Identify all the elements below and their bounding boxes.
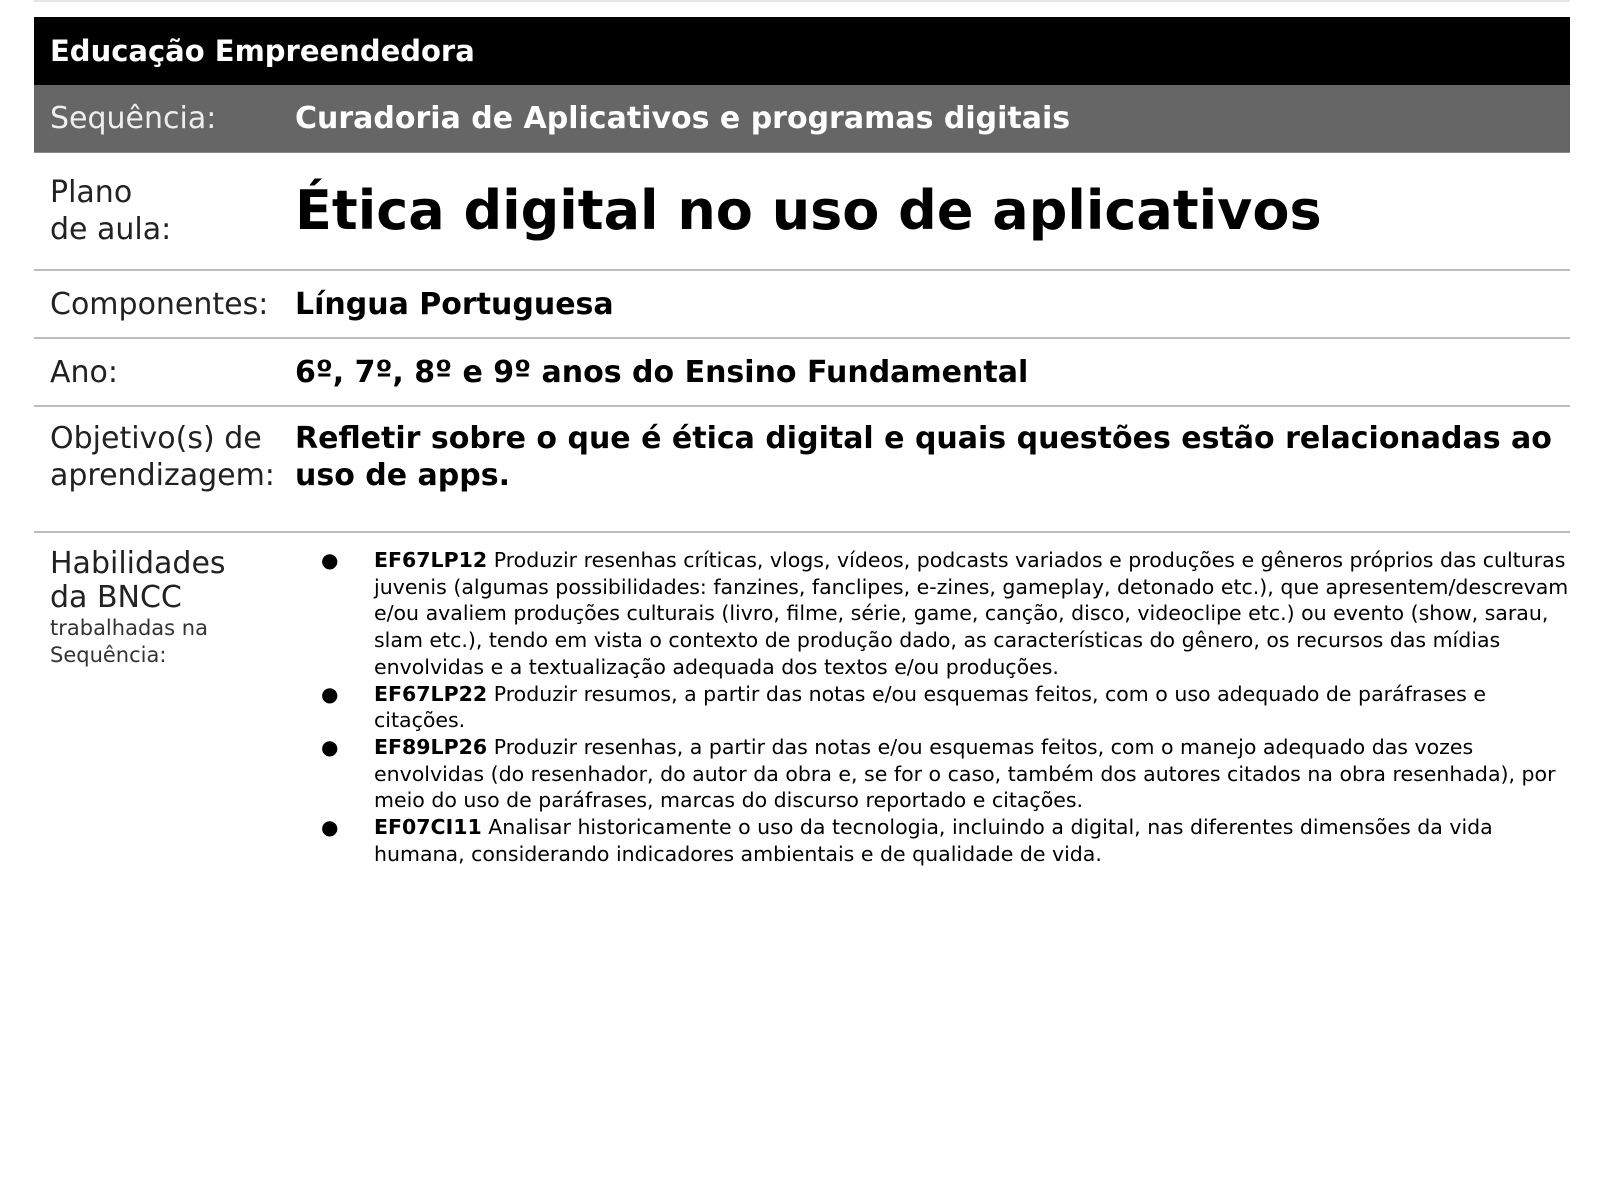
skill-text: Produzir resenhas, a partir das notas e/ou esquemas feitos, com o manejo adequado das vozes envolvidas (do resenhador, do autor da obra e, se for o caso, também dos autores citados na obra resenhada), por meio do uso de paráfrases, marcas do discurso reportado e citações. xyxy=(374,734,1556,813)
componentes-row xyxy=(34,271,1570,339)
skill-code: EF67LP22 xyxy=(374,681,488,706)
componentes-value: Língua Portuguesa xyxy=(295,286,614,322)
skill-item xyxy=(295,547,1570,681)
bullet-icon: ● xyxy=(321,681,339,706)
sequence-label: Sequência: xyxy=(50,101,217,136)
top-divider xyxy=(34,0,1570,2)
lesson-plan-sheet xyxy=(34,17,1570,867)
skill-item xyxy=(295,814,1570,867)
objetivos-label-line2: aprendizagem: xyxy=(50,458,275,493)
skill-item xyxy=(295,734,1570,814)
habilidades-label-line1: Habilidades xyxy=(50,546,226,581)
skill-code: EF89LP26 xyxy=(374,734,488,759)
sequence-value: Curadoria de Aplicativos e programas digitais xyxy=(295,101,1071,136)
skill-item xyxy=(295,681,1570,734)
plano-label xyxy=(34,174,295,248)
habilidades-label-line2: da BNCC xyxy=(50,580,182,615)
objetivos-row xyxy=(34,407,1570,533)
habilidades-label-line4: Sequência: xyxy=(50,643,167,667)
habilidades-label xyxy=(34,547,295,669)
ano-row xyxy=(34,339,1570,407)
skills-list xyxy=(295,547,1570,867)
plano-title: Ética digital no uso de aplicativos xyxy=(295,179,1322,242)
skill-text: Analisar historicamente o uso da tecnologia, incluindo a digital, nas diferentes dimensões da vida humana, considerando indicadores ambientais e de qualidade de vida. xyxy=(374,815,1493,866)
skill-text: Produzir resumos, a partir das notas e/ou esquemas feitos, com o uso adequado de paráfrases e citações. xyxy=(374,681,1486,733)
skill-text: Produzir resenhas críticas, vlogs, vídeos, podcasts variados e produções e gêneros próprios das culturas juvenis (algumas possibilidades: fanzines, fanclipes, e-zines, gameplay, detonado etc.), que apresentem/descrevam e/ou avaliem produções culturais (livro, filme, série, game, canção, disco, videoclipe etc.) ou evento (show, sarau, slam etc.), tendo em vista o contexto de produção dado, as características do gênero, os recursos das mídias envolvidas e a textualização adequada dos textos e/ou produções. xyxy=(374,548,1569,679)
skill-code: EF07CI11 xyxy=(374,815,482,840)
bullet-icon: ● xyxy=(321,815,339,840)
objetivos-label-line1: Objetivo(s) de xyxy=(50,421,262,456)
ano-value: 6º, 7º, 8º e 9º anos do Ensino Fundamental xyxy=(295,354,1029,390)
ano-label: Ano: xyxy=(50,354,118,390)
objetivos-value: Refletir sobre o que é ética digital e quais questões estão relacionadas ao uso de apps. xyxy=(295,421,1552,493)
plano-row xyxy=(34,153,1570,271)
sequence-row xyxy=(34,85,1570,153)
plano-label-line2: de aula: xyxy=(50,212,172,247)
plano-label-line1: Plano xyxy=(50,175,133,210)
habilidades-row xyxy=(34,533,1570,867)
habilidades-label-line3: trabalhadas na xyxy=(50,616,208,640)
bullet-icon: ● xyxy=(321,548,339,572)
bullet-icon: ● xyxy=(321,734,339,759)
componentes-label: Componentes: xyxy=(50,286,269,322)
objetivos-label xyxy=(34,420,295,494)
skill-code: EF67LP12 xyxy=(374,548,488,572)
header-bar xyxy=(34,17,1570,85)
header-title: Educação Empreendedora xyxy=(50,34,475,68)
